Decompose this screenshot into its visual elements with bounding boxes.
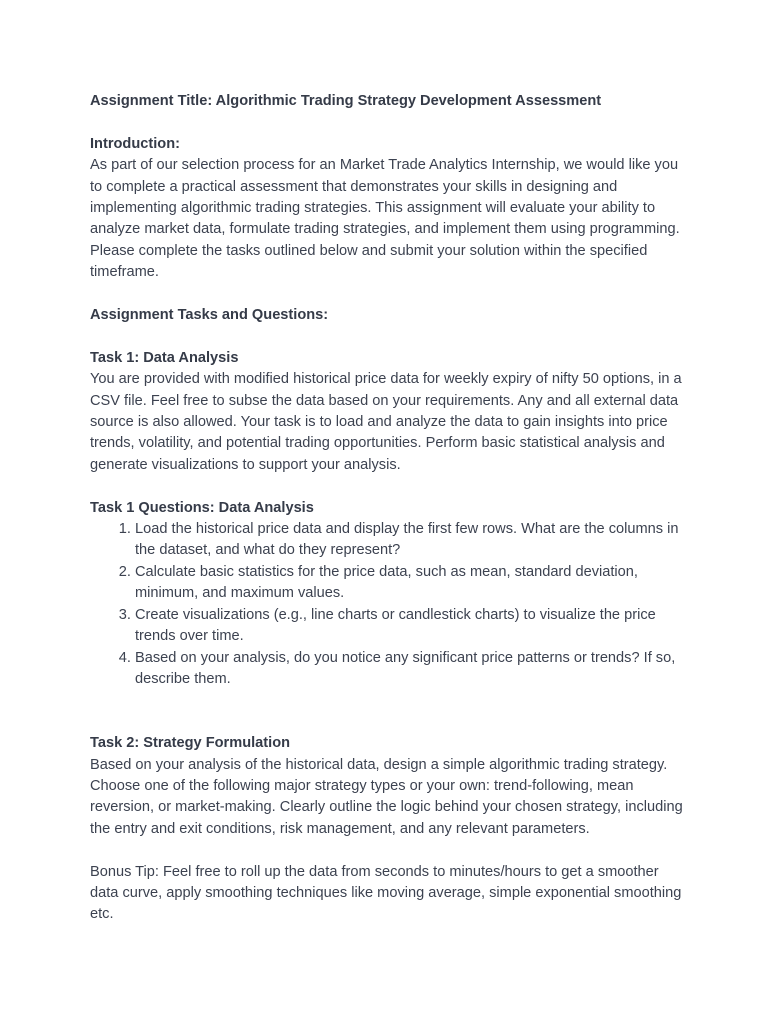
document-title: Assignment Title: Algorithmic Trading Strategy Development Assessment	[90, 93, 602, 109]
list-item: 2. Calculate basic statistics for the price data, such as mean, standard deviation, minimum, and maximum values.	[135, 562, 690, 605]
task2-body: Based on your analysis of the historical data, design a simple algorithmic trading strategy. Choose one of the following major strategy types or your own: trend-following, mean reversion, or market-making. Clearly outline the logic behind your chosen strategy, including the entry and exit conditions, risk management, and any relevant parameters.	[90, 756, 683, 837]
task1-questions-heading: Task 1 Questions: Data Analysis	[90, 499, 314, 516]
introduction-body: As part of our selection process for an Market Trade Analytics Internship, we would like you to complete a practical assessment that demonstrates your skills in designing and implementing algorithmic trading strategies. This assignment will evaluate your ability to analyze market data, formulate trading strategies, and implement them using programming. Please complete the tasks outlined below and submit your solution within the specified timeframe.	[90, 157, 680, 281]
tasks-heading: Assignment Tasks and Questions:	[90, 307, 329, 324]
introduction-heading: Introduction:	[90, 135, 180, 152]
bonus-tip: Bonus Tip: Feel free to roll up the data from seconds to minutes/hours to get a smoother data curve, apply smoothing techniques like moving average, simple exponential smoothing etc.	[90, 863, 682, 923]
spacer	[90, 112, 690, 133]
document-page	[90, 91, 690, 926]
task1-questions-list	[90, 519, 690, 690]
task2-heading: Task 2: Strategy Formulation	[90, 735, 291, 752]
list-item: 4. Based on your analysis, do you notice any significant price patterns or trends? If so, describe them.	[135, 648, 690, 691]
spacer	[90, 326, 690, 347]
list-item: 3. Create visualizations (e.g., line charts or candlestick charts) to visualize the price trends over time.	[135, 605, 690, 648]
spacer	[90, 284, 690, 305]
spacer	[90, 840, 690, 861]
task1-heading: Task 1: Data Analysis	[90, 349, 239, 366]
spacer	[90, 476, 690, 497]
task1-body: You are provided with modified historical price data for weekly expiry of nifty 50 options, in a CSV file. Feel free to subse the data based on your requirements. Any and all external data source is also allowed. Your task is to load and analyze the data to gain insights into price trends, volatility, and potential trading opportunities. Perform basic statistical analysis and generate visualizations to support your analysis.	[90, 371, 682, 473]
spacer	[90, 690, 690, 733]
list-item: 1. Load the historical price data and display the first few rows. What are the columns in the dataset, and what do they represent?	[135, 519, 690, 562]
